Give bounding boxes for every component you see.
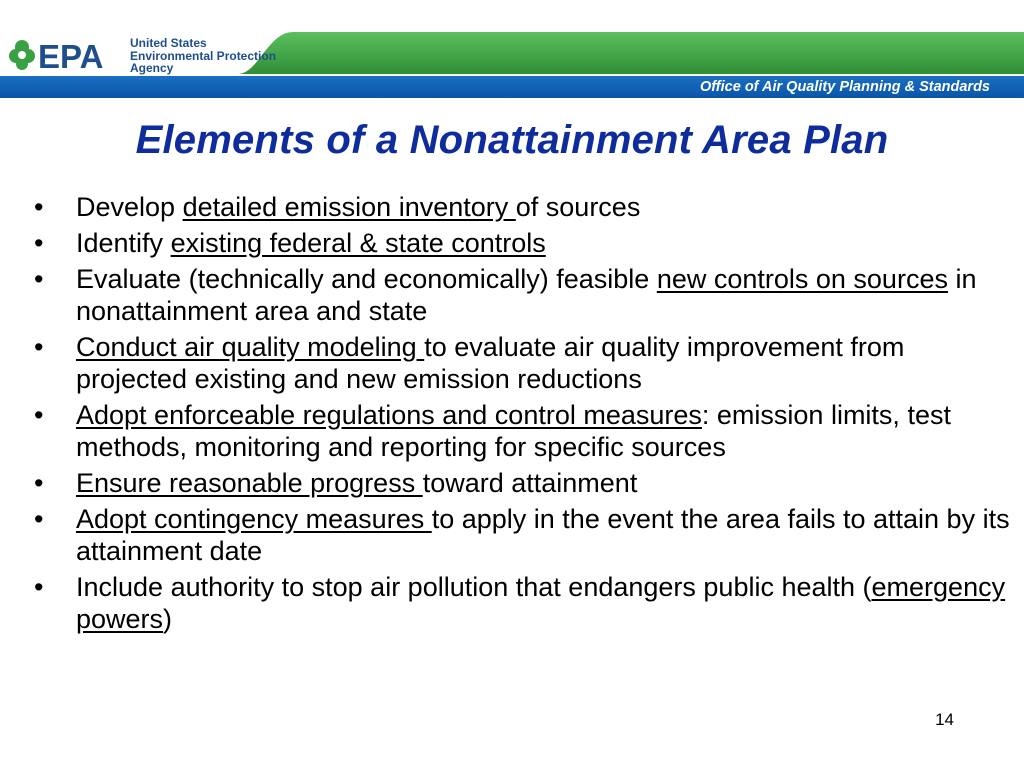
agency-name [130,37,276,75]
bullet-item [30,399,1010,463]
bullet-text: Include authority to stop air pollution that endangers public health ( [76,572,872,602]
epa-logo [8,34,120,76]
bullet-text: Develop [76,192,183,222]
bullet-dot-icon: • [34,400,44,430]
bullet-dot-icon: • [34,504,44,534]
bullet-dot-icon: • [34,192,44,222]
epa-logo-text: EPA [38,38,104,75]
underlined-term: emergency powers [76,572,1006,634]
bullet-item [30,467,1010,499]
agency-line-2: Environmental Protection [130,48,277,63]
bullet-text: toward attainment [422,468,638,498]
underlined-term: Ensure reasonable progress [76,468,423,498]
bullet-item [30,571,1010,635]
agency-line-1: United States [130,36,207,50]
underlined-term: existing federal & state controls [170,228,546,258]
underlined-term: Adopt contingency measures [76,504,432,534]
bullet-text: in nonattainment area and state [76,264,977,326]
underlined-term: Conduct air quality modeling [76,332,425,362]
slide-title: Elements of a Nonattainment Area Plan [135,118,889,162]
underlined-term: new controls on sources [656,264,948,294]
bullet-dot-icon: • [34,572,44,602]
underlined-term: Adopt enforceable regulations and control measures [76,400,702,430]
bullet-dot-icon: • [34,468,44,498]
bullet-text: Evaluate (technically and economically) feasible [76,264,657,294]
bullet-item [30,503,1010,567]
bullet-text: of sources [515,192,641,222]
underlined-term: detailed emission inventory [182,192,516,222]
bullet-text: to apply in the event the area fails to attain by its attainment date [76,504,1010,566]
bullet-text: Identify [76,228,171,258]
office-name: Office of Air Quality Planning & Standards [699,79,990,95]
epa-flower-icon [9,40,35,70]
bullet-dot-icon: • [34,228,44,258]
bullet-dot-icon: • [34,264,44,294]
bullet-text: to evaluate air quality improvement from projected existing and new emission reductions [76,332,905,394]
bullet-dot-icon: • [34,332,44,362]
bullet-item [30,227,1010,259]
bullet-item [30,263,1010,327]
page-number: 14 [935,710,954,729]
green-banner [238,32,1024,74]
bullet-item [30,191,1010,223]
bullet-text: : emission limits, test methods, monitoring and reporting for specific sources [76,400,951,462]
agency-line-3: Agency [130,61,174,75]
bullet-list [30,191,1010,639]
bullet-text: ) [163,604,173,634]
bullet-item [30,331,1010,395]
slide-header [0,0,1024,100]
